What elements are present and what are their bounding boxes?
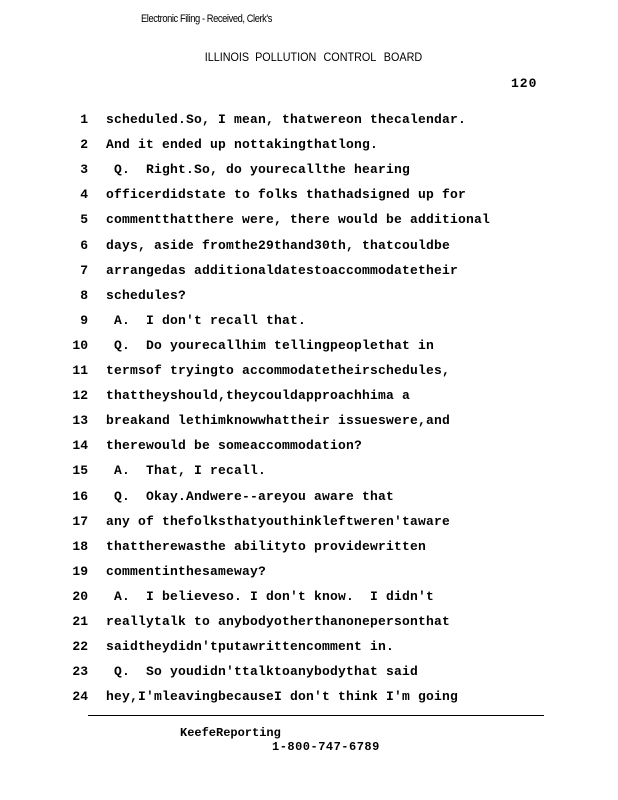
line-number: 1: [80, 112, 88, 127]
line-number: 23: [72, 664, 88, 680]
line-number: 18: [72, 538, 88, 554]
line-number: 4: [80, 187, 88, 203]
line-text: therewould be someaccommodation?: [106, 438, 363, 454]
line-text: breakand lethimknowwhattheir issueswere,and: [106, 413, 451, 429]
transcript-line: [0, 388, 618, 408]
transcript-line: [0, 489, 618, 509]
footer-rule: [88, 715, 544, 716]
line-text: A. That, I recall.: [106, 463, 267, 479]
line-number: 17: [72, 513, 88, 529]
line-text: A. I believeso. I don't know. I didn't: [106, 588, 435, 604]
transcript-line: [0, 338, 618, 358]
line-text: schedules?: [106, 287, 187, 303]
line-number: 19: [72, 563, 88, 579]
line-number: 14: [72, 438, 88, 454]
line-number: 10: [72, 337, 88, 353]
line-text: saidtheydidn'tputawrittencomment in.: [106, 639, 395, 655]
transcript-line: [0, 614, 618, 634]
transcript-line: [0, 539, 618, 559]
transcript-line: [0, 463, 618, 483]
reporter-phone: 1-800-747-6789: [272, 740, 380, 754]
transcript-line: [0, 112, 618, 132]
line-number: 24: [72, 689, 88, 705]
line-text: scheduled.So, I mean, thatwereon thecalendar.: [106, 112, 467, 127]
line-text: Q. Do yourecallhim tellingpeoplethat in: [106, 337, 435, 353]
transcript-line: [0, 639, 618, 659]
line-number: 11: [72, 363, 88, 378]
transcript-line: [0, 664, 618, 684]
transcript-line: [0, 288, 618, 308]
line-number: 8: [80, 287, 88, 303]
line-number: 2: [80, 137, 88, 153]
transcript-line: [0, 137, 618, 157]
reporter-name: KeefeReporting: [180, 726, 281, 740]
line-number: 15: [72, 463, 88, 479]
line-number: 7: [80, 262, 88, 278]
transcript-line: [0, 564, 618, 584]
line-text: reallytalk to anybodyotherthanonepersonthat: [106, 614, 451, 629]
transcript-line: [0, 514, 618, 534]
line-number: 6: [80, 237, 88, 253]
line-text: arrangedas additionaldatestoaccommodatetheir: [106, 262, 459, 278]
line-text: A. I don't recall that.: [106, 312, 307, 328]
header-word-pollution: POLLUTION: [255, 50, 317, 64]
transcript-line: [0, 689, 618, 709]
line-text: commentinthesameway?: [106, 563, 267, 579]
line-text: Q. Right.So, do yourecallthe hearing: [106, 162, 411, 178]
transcript-line: [0, 313, 618, 333]
line-number: 5: [80, 212, 88, 228]
line-text: Q. So youdidn'ttalktoanybodythat said: [106, 664, 419, 680]
transcript-line: [0, 187, 618, 207]
transcript-line: [0, 238, 618, 258]
line-text: commentthatthere were, there would be additional: [106, 212, 491, 228]
filing-stamp: Electronic Filing - Received, Clerk's: [141, 13, 273, 25]
transcript-line: [0, 162, 618, 182]
transcript-line: [0, 363, 618, 383]
transcript-line: [0, 263, 618, 283]
transcript-line: [0, 413, 618, 433]
transcript-line: [0, 438, 618, 458]
line-number: 12: [72, 388, 88, 404]
line-text: thattherewasthe abilityto providewritten: [106, 538, 427, 554]
line-text: Q. Okay.Andwere--areyou aware that: [106, 488, 395, 504]
line-text: hey,I'mleavingbecauseI don't think I'm going: [106, 689, 459, 705]
line-number: 9: [80, 312, 88, 328]
page-number: 120: [511, 76, 538, 91]
line-number: 3: [80, 162, 88, 178]
header-word-board: BOARD: [383, 50, 423, 64]
line-text: officerdidstate to folks thathadsigned up for: [106, 187, 467, 203]
header-word-illinois: ILLINOIS: [204, 50, 250, 64]
line-text: thattheyshould,theycouldapproachhima a: [106, 388, 411, 404]
line-number: 20: [72, 588, 88, 604]
line-text: days, aside fromthe29thand30th, thatcouldbe: [106, 237, 451, 253]
line-number: 22: [72, 639, 88, 655]
line-number: 21: [72, 614, 88, 629]
line-number: 16: [72, 488, 88, 504]
transcript-line: [0, 589, 618, 609]
header-word-control: CONTROL: [323, 50, 377, 64]
line-number: 13: [72, 413, 88, 429]
transcript-line: [0, 212, 618, 232]
line-text: termsof tryingto accommodatetheirschedules,: [106, 363, 451, 378]
line-text: And it ended up nottakingthatlong.: [106, 137, 379, 153]
line-text: any of thefolksthatyouthinkleftweren'taware: [106, 513, 451, 529]
